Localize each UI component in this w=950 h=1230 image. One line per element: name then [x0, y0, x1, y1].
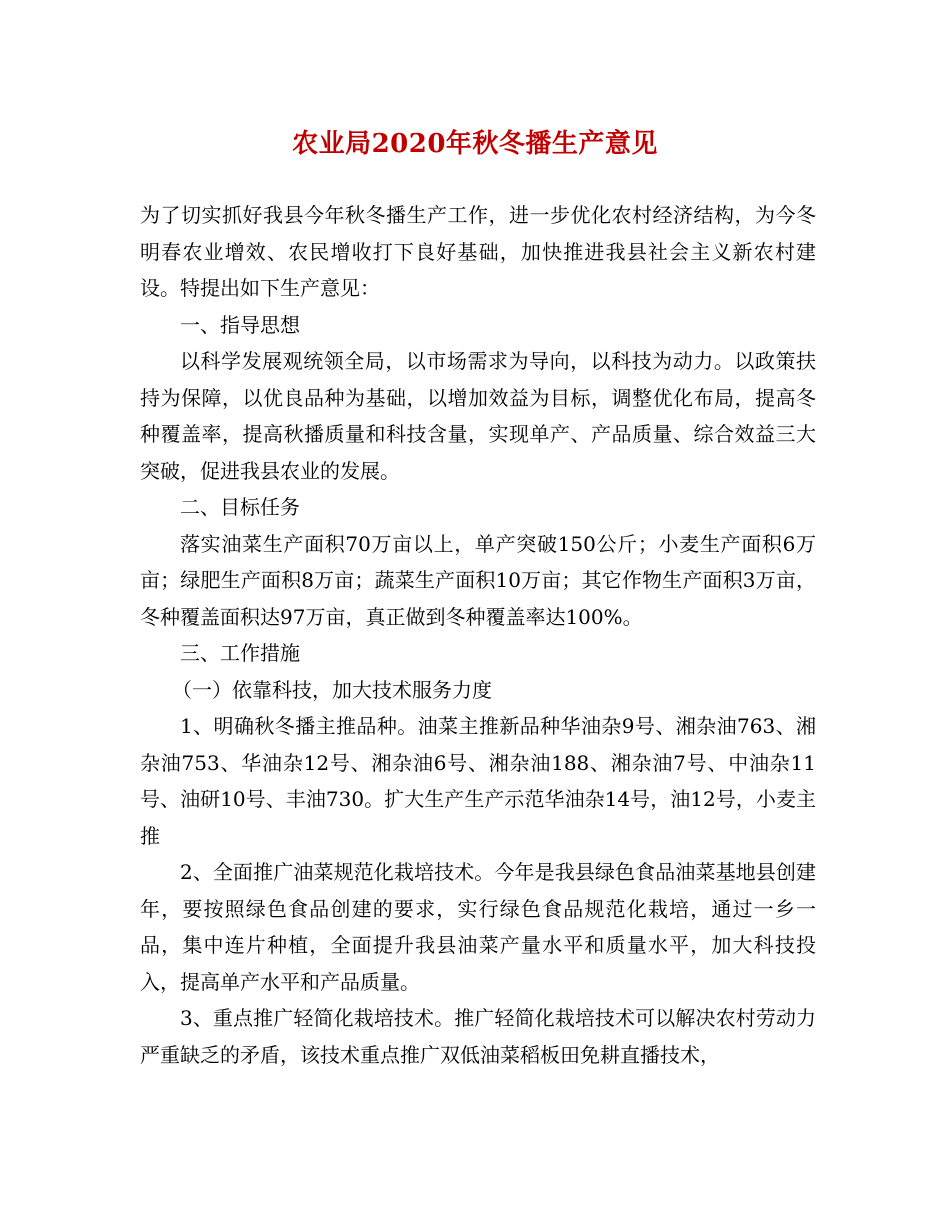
intro-paragraph: 为了切实抓好我县今年秋冬播生产工作，进一步优化农村经济结构，为今冬明春农业增效、农民增收打下良好基础，加快推进我县社会主义新农村建设。特提出如下生产意见： [140, 203, 816, 300]
document-body [140, 197, 816, 1073]
section-heading-targets: 二、目标任务 [180, 495, 300, 519]
document-title: 农业局2020年秋冬播生产意见 [292, 129, 658, 159]
section-heading-guiding-thought: 一、指导思想 [180, 312, 300, 337]
targets-paragraph: 落实油菜生产面积70万亩以上，单产突破150公斤；小麦生产面积6万亩；绿肥生产面积8万亩；蔬菜生产面积10万亩；其它作物生产面积3万亩，冬种覆盖面积达97万亩，真正做到冬种覆盖率达100%。 [140, 531, 816, 629]
measure-paragraph-varieties: 1、明确秋冬播主推品种。油菜主推新品种华油杂9号、湘杂油763、湘杂油753、华油杂12号、湘杂油6号、湘杂油188、湘杂油7号、中油杂11号、油研10号、丰油730。扩大生产生产示范华油杂14号，油12号，小麦主推 [140, 714, 816, 848]
measure-paragraph-standardized-cultivation: 2、全面推广油菜规范化栽培技术。今年是我县绿色食品油菜基地县创建年，要按照绿色食品创建的要求，实行绿色食品规范化栽培，通过一乡一品，集中连片种植，全面提升我县油菜产量水平和质量水平，加大科技投入，提高单产水平和产品质量。 [140, 860, 816, 994]
guiding-thought-paragraph: 以科学发展观统领全局，以市场需求为导向，以科技为动力。以政策扶持为保障，以优良品种为基础，以增加效益为目标，调整优化布局，提高冬种覆盖率，提高秋播质量和科技含量，实现单产、产品质量、综合效益三大突破，促进我县农业的发展。 [140, 349, 816, 483]
subsection-heading-technology: （一）依靠科技，加大技术服务力度 [172, 677, 492, 702]
measure-paragraph-simplified-cultivation: 3、重点推广轻简化栽培技术。推广轻简化栽培技术可以解决农村劳动力严重缺乏的矛盾，该技术重点推广双低油菜稻板田免耕直播技术， [140, 1006, 816, 1067]
section-heading-measures: 三、工作措施 [180, 641, 300, 665]
